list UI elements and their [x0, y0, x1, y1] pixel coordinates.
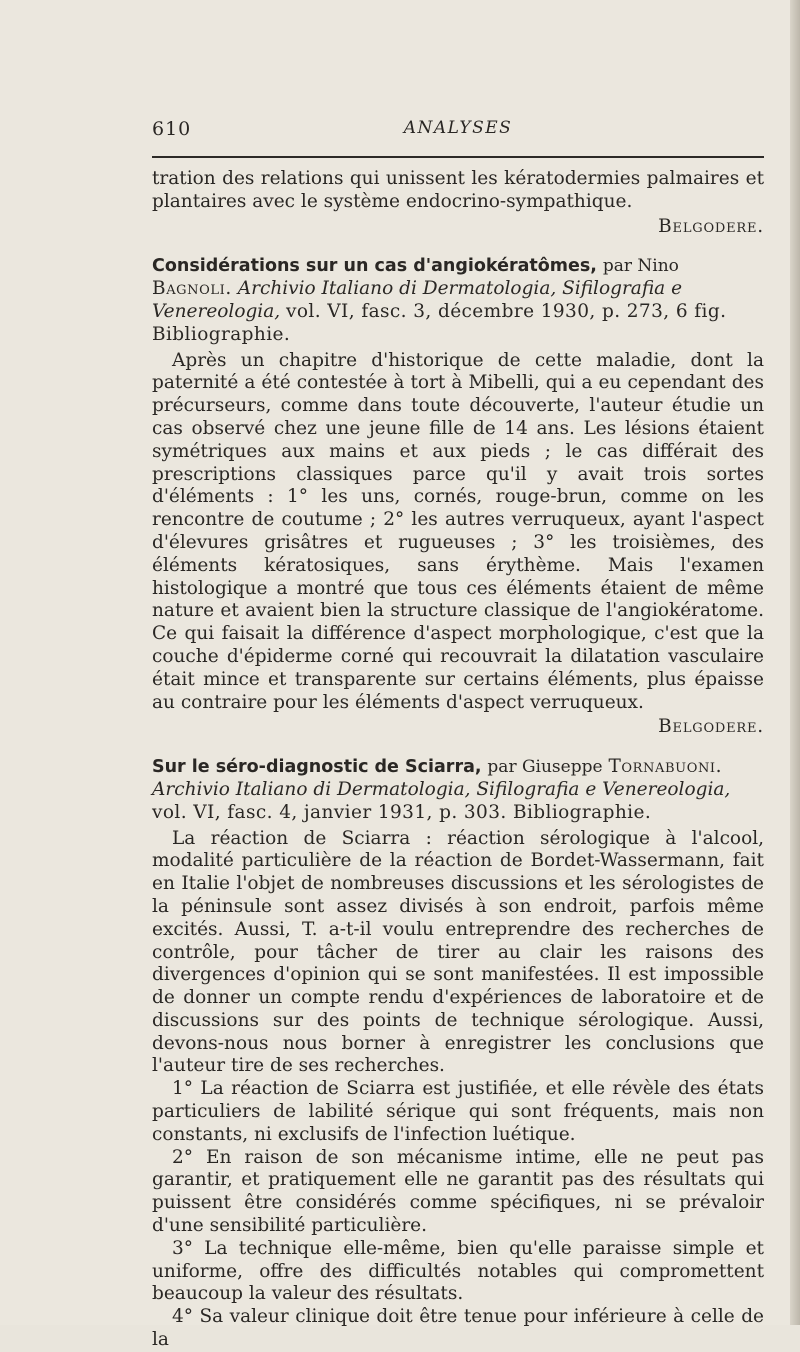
abstract-entry-sciarra [152, 756, 764, 1352]
page-number: 610 [152, 118, 192, 140]
citation-details: vol. VI, fasc. 3, décembre 1930, p. 273, 6 fig. Bibliographie. [152, 300, 727, 345]
author-name: Tornabuoni. [608, 756, 723, 778]
continuation-paragraph: tration des relations qui unissent les kératodermies palmaires et plantaires avec le système endocrino-sympathique. [152, 168, 764, 212]
author-prefix: par Nino [602, 256, 679, 277]
entry-heading [152, 756, 764, 824]
page-content [152, 168, 764, 1352]
page-edge-shadow [790, 0, 800, 1325]
author-prefix: par Giuseppe [487, 757, 603, 778]
header-rule [152, 156, 764, 158]
conclusion-item-2: 2° En raison de son mécanisme intime, elle ne peut pas garantir, et pratiquement elle ne garantit pas des résultats qui puissent être considérés comme spécifiques, ni se prévaloir d'une sensibilité particulière. [152, 1146, 764, 1237]
abstract-paragraph: La réaction de Sciarra : réaction sérologique à l'alcool, modalité particulière de la réaction de Bordet-Wassermann, fait en Italie l'objet de nombreuses discussions et les sérologistes de la péninsule sont assez divisés à son endroit, parfois même excités. Aussi, T. a-t-il voulu entreprendre des recherches de contrôle, pour tâcher de tirer au clair les raisons des divergences d'opinion qui se sont manifestées. Il est impossible de donner un compte rendu d'expériences de laboratoire et de discussions sur des points de technique sérologique. Aussi, devons-nous nous borner à enregistrer les conclusions que l'auteur tire de ses recherches. [152, 827, 764, 1077]
running-title: ANALYSES [403, 118, 513, 138]
citation-details: vol. VI, fasc. 4, janvier 1931, p. 303. Bibliographie. [152, 801, 652, 823]
abstract-paragraph: Après un chapitre d'historique de cette maladie, dont la paternité a été contestée à tort à Mibelli, qui a eu cependant des précurseurs, comme dans toute découverte, l'auteur étudie un cas observé chez une jeune fille de 14 ans. Les lésions étaient symétriques aux mains et aux pieds ; le cas différait des prescriptions classiques parce qu'il y avait trois sortes d'éléments : 1° les uns, cornés, rouge-brun, comme on les rencontre de coutume ; 2° les autres verruqueux, ayant l'aspect d'élevures grisâtres et rugueuses ; 3° les troisièmes, des éléments kératosiques, sans érythème. Mais l'examen histologique a montré que tous ces éléments étaient de même nature et avaient bien la structure classique de l'angiokératome. Ce qui faisait la différence d'aspect morphologique, c'est que la couche d'épiderme corné qui recouvrait la dilatation vasculaire était mince et transparente sur certains éléments, plus épaisse au contraire pour les éléments d'aspect verruqueux. [152, 349, 764, 713]
conclusion-item-4: 4° Sa valeur clinique doit être tenue pour inférieure à celle de la [152, 1306, 764, 1351]
conclusion-item-3: 3° La technique elle-même, bien qu'elle paraisse simple et uniforme, offre des difficultés notables qui compromettent beaucoup la valeur des résultats. [152, 1237, 764, 1305]
continuation-signature: Belgodere. [658, 215, 764, 237]
conclusion-item-1: 1° La réaction de Sciarra est justifiée, et elle révèle des états particuliers de labilité sérique qui sont fréquents, mais non constants, ni exclusifs de l'infection luétique. [152, 1078, 764, 1145]
journal-name: Archivio Italiano di Dermatologia, Sifilografia e Venereologia, [152, 778, 731, 800]
abstract-signature: Belgodere. [658, 716, 764, 738]
abstract-entry-angiokeratomes [152, 255, 764, 739]
author-name: Bagnoli. [152, 278, 232, 300]
entry-title: Sur le séro-diagnostic de Sciarra, [152, 757, 482, 778]
page-header [152, 118, 764, 142]
entry-title: Considérations sur un cas d'angiokératômes, [152, 256, 597, 277]
entry-heading [152, 255, 764, 346]
journal-name: Archivio Italiano di Dermatologia, Sifilografia e Venereologia, [152, 278, 683, 322]
